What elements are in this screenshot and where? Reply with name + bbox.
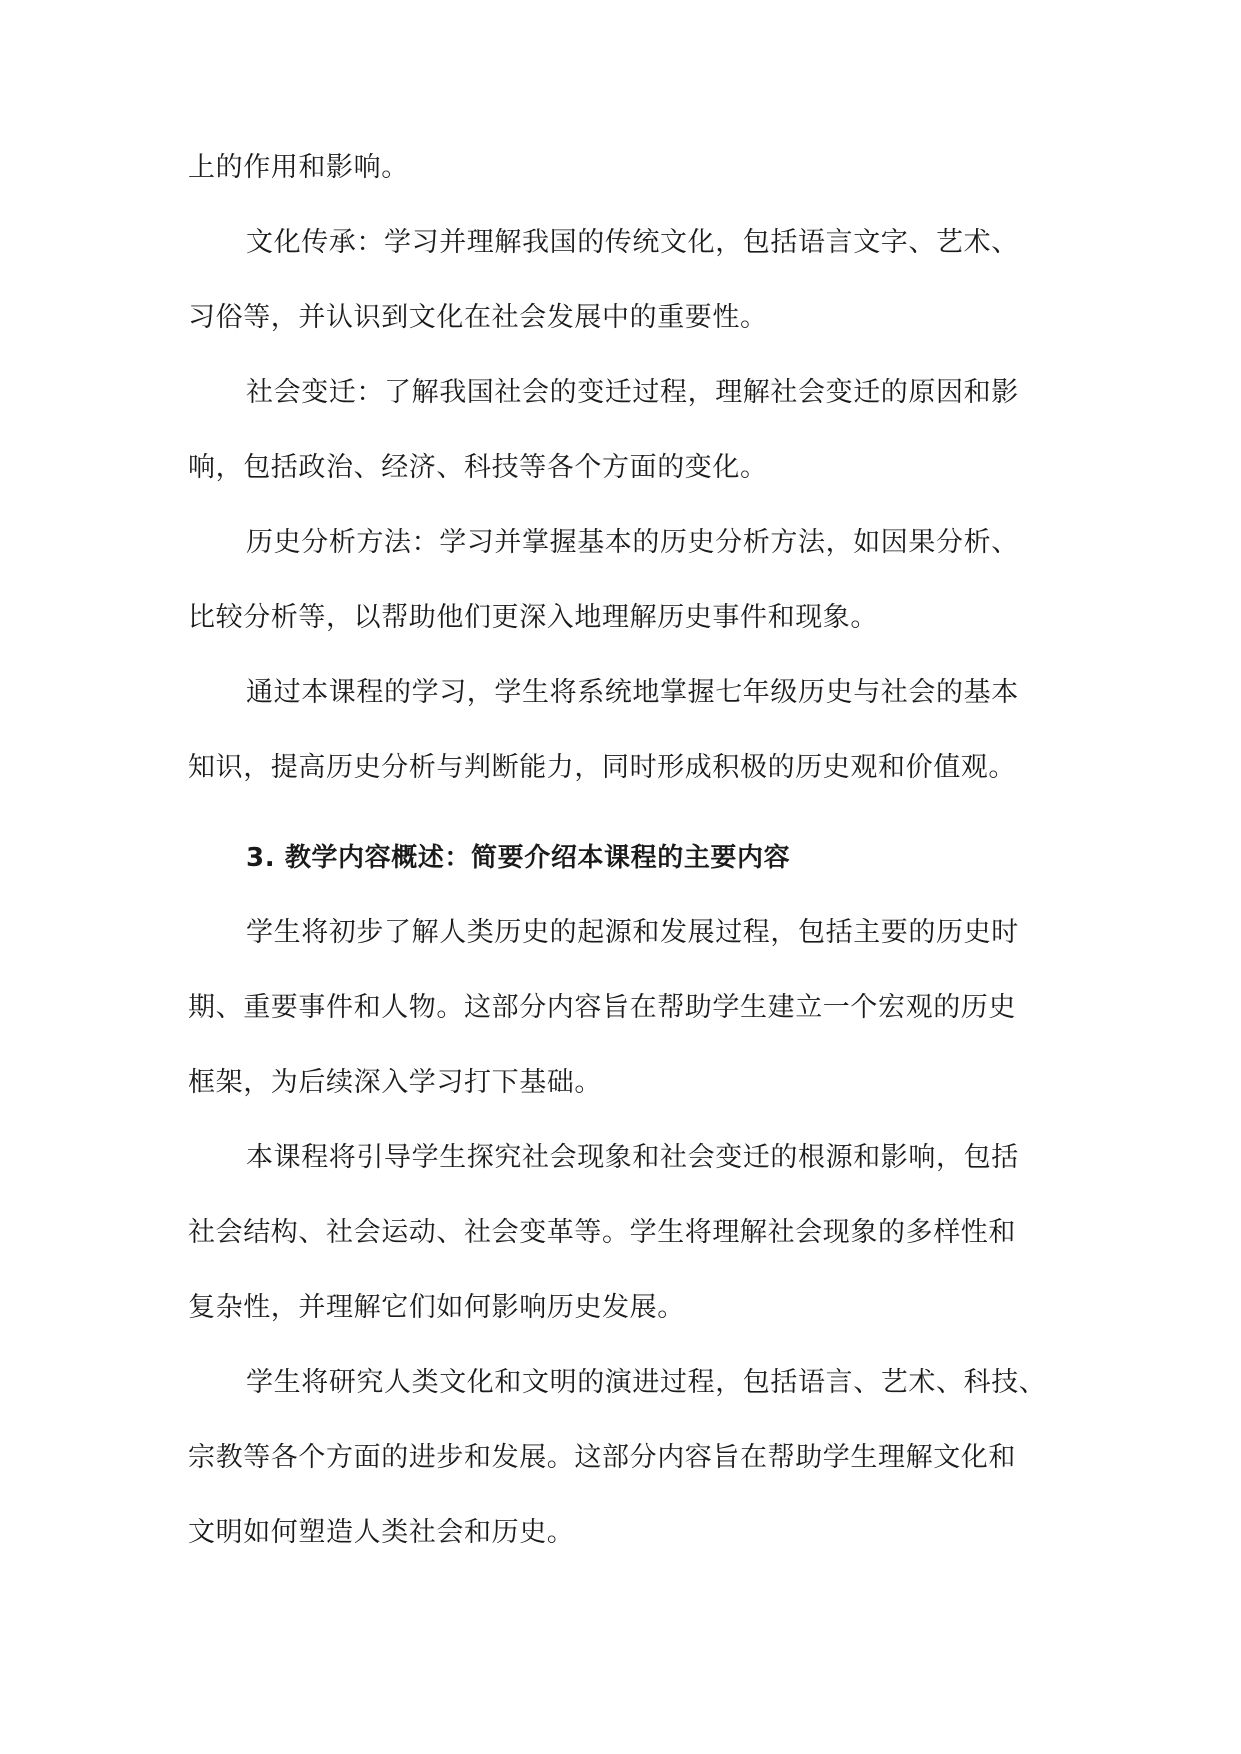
paragraph-line: 习俗等，并认识到文化在社会发展中的重要性。	[188, 302, 768, 333]
paragraph-line: 历史分析方法：学习并掌握基本的历史分析方法，如因果分析、	[246, 527, 1019, 558]
paragraph-line: 学生将研究人类文化和文明的演进过程，包括语言、艺术、科技、	[246, 1367, 1047, 1398]
paragraph-line: 上的作用和影响。	[188, 152, 409, 183]
section-heading: 3. 教学内容概述：简要介绍本课程的主要内容	[246, 843, 791, 873]
paragraph-line: 期、重要事件和人物。这部分内容旨在帮助学生建立一个宏观的历史	[188, 992, 1016, 1023]
paragraph-line: 宗教等各个方面的进步和发展。这部分内容旨在帮助学生理解文化和	[188, 1442, 1016, 1473]
paragraph-line: 响，包括政治、经济、科技等各个方面的变化。	[188, 452, 768, 483]
paragraph-line: 知识，提高历史分析与判断能力，同时形成积极的历史观和价值观。	[188, 752, 1016, 783]
paragraph-line: 文明如何塑造人类社会和历史。	[188, 1517, 575, 1548]
paragraph-line: 框架，为后续深入学习打下基础。	[188, 1067, 602, 1098]
paragraph-line: 社会结构、社会运动、社会变革等。学生将理解社会现象的多样性和	[188, 1217, 1016, 1248]
paragraph-line: 通过本课程的学习，学生将系统地掌握七年级历史与社会的基本	[246, 677, 1019, 708]
paragraph-line: 社会变迁：了解我国社会的变迁过程，理解社会变迁的原因和影	[246, 377, 1019, 408]
paragraph-line: 比较分析等，以帮助他们更深入地理解历史事件和现象。	[188, 602, 878, 633]
paragraph-line: 学生将初步了解人类历史的起源和发展过程，包括主要的历史时	[246, 917, 1019, 948]
paragraph-line: 复杂性，并理解它们如何影响历史发展。	[188, 1292, 685, 1323]
paragraph-line: 本课程将引导学生探究社会现象和社会变迁的根源和影响，包括	[246, 1142, 1019, 1173]
document-body	[188, 141, 1058, 1581]
paragraph-line: 文化传承：学习并理解我国的传统文化，包括语言文字、艺术、	[246, 227, 1019, 258]
section-spacer	[188, 816, 1058, 831]
